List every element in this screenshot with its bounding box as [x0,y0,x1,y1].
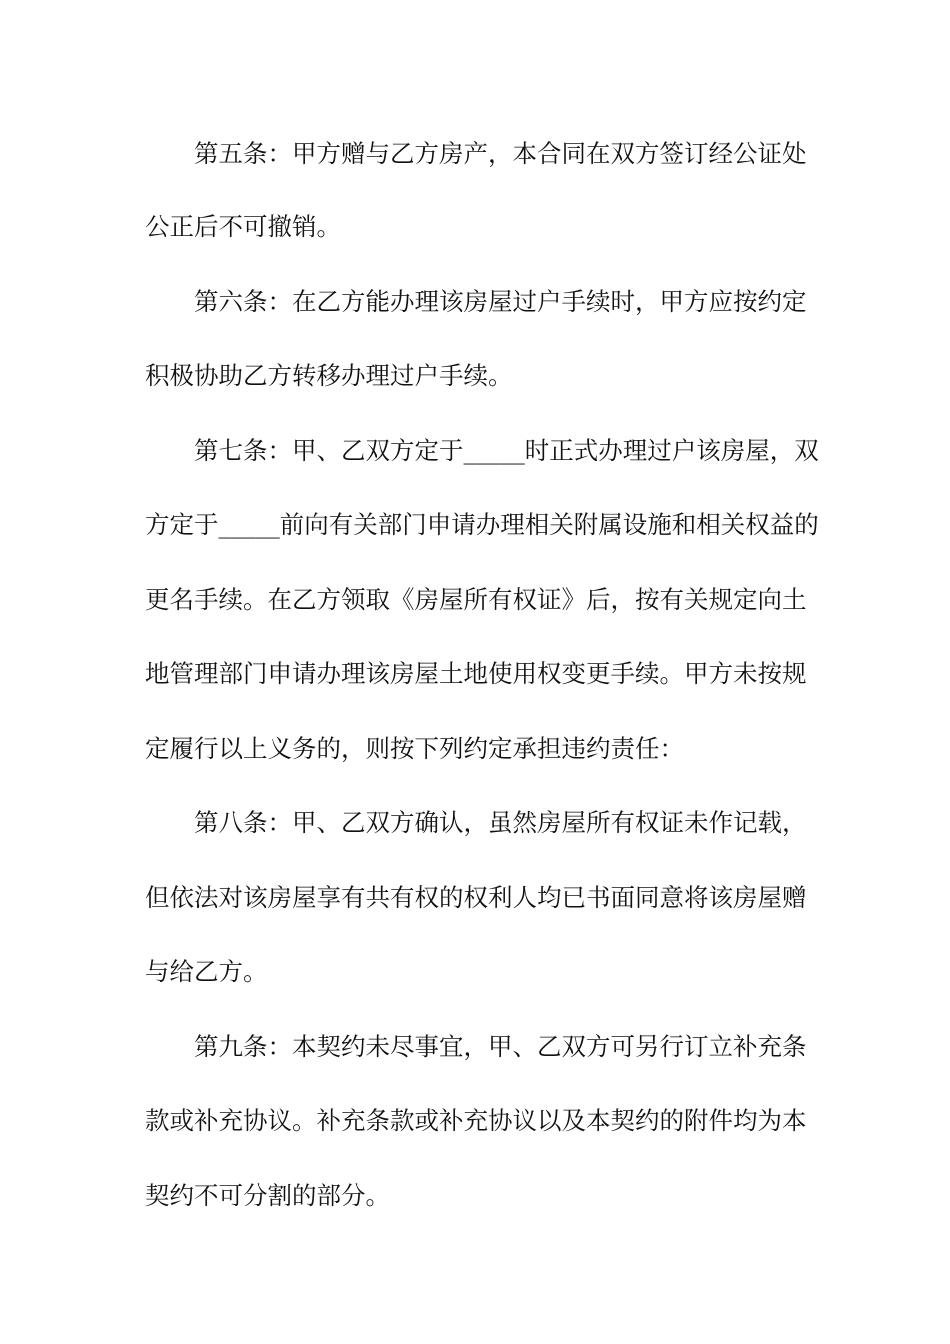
article-9-line-2: 款或补充协议。补充条款或补充协议以及本契约的附件均为本 [145,1106,807,1135]
article-6-line-1: 第六条：在乙方能办理该房屋过户手续时，甲方应按约定 [194,287,807,316]
article-7-line-2: 方定于_____前向有关部门申请办理相关附属设施和相关权益的 [145,510,819,539]
article-8-line-2: 但依法对该房屋享有共有权的权利人均已书面同意将该房屋赠 [145,883,807,912]
article-9-line-1: 第九条：本契约未尽事宜，甲、乙双方可另行订立补充条 [194,1032,807,1061]
article-9-line-3: 契约不可分割的部分。 [145,1181,390,1210]
article-6-line-2: 积极协助乙方转移办理过户手续。 [145,361,513,390]
article-8-line-1: 第八条：甲、乙双方确认，虽然房屋所有权证未作记载， [194,808,807,837]
article-7-line-5: 定履行以上义务的，则按下列约定承担违约责任： [145,734,684,763]
article-5-line-1: 第五条：甲方赠与乙方房产，本合同在双方签订经公证处 [194,139,807,168]
article-8-line-3: 与给乙方。 [145,957,268,986]
article-5-line-2: 公正后不可撤销。 [145,212,341,241]
article-7-line-3: 更名手续。在乙方领取《房屋所有权证》后，按有关规定向土 [145,585,807,614]
article-7-line-4: 地管理部门申请办理该房屋土地使用权变更手续。甲方未按规 [145,659,807,688]
article-7-line-1: 第七条：甲、乙双方定于_____时正式办理过户该房屋，双 [194,436,819,465]
